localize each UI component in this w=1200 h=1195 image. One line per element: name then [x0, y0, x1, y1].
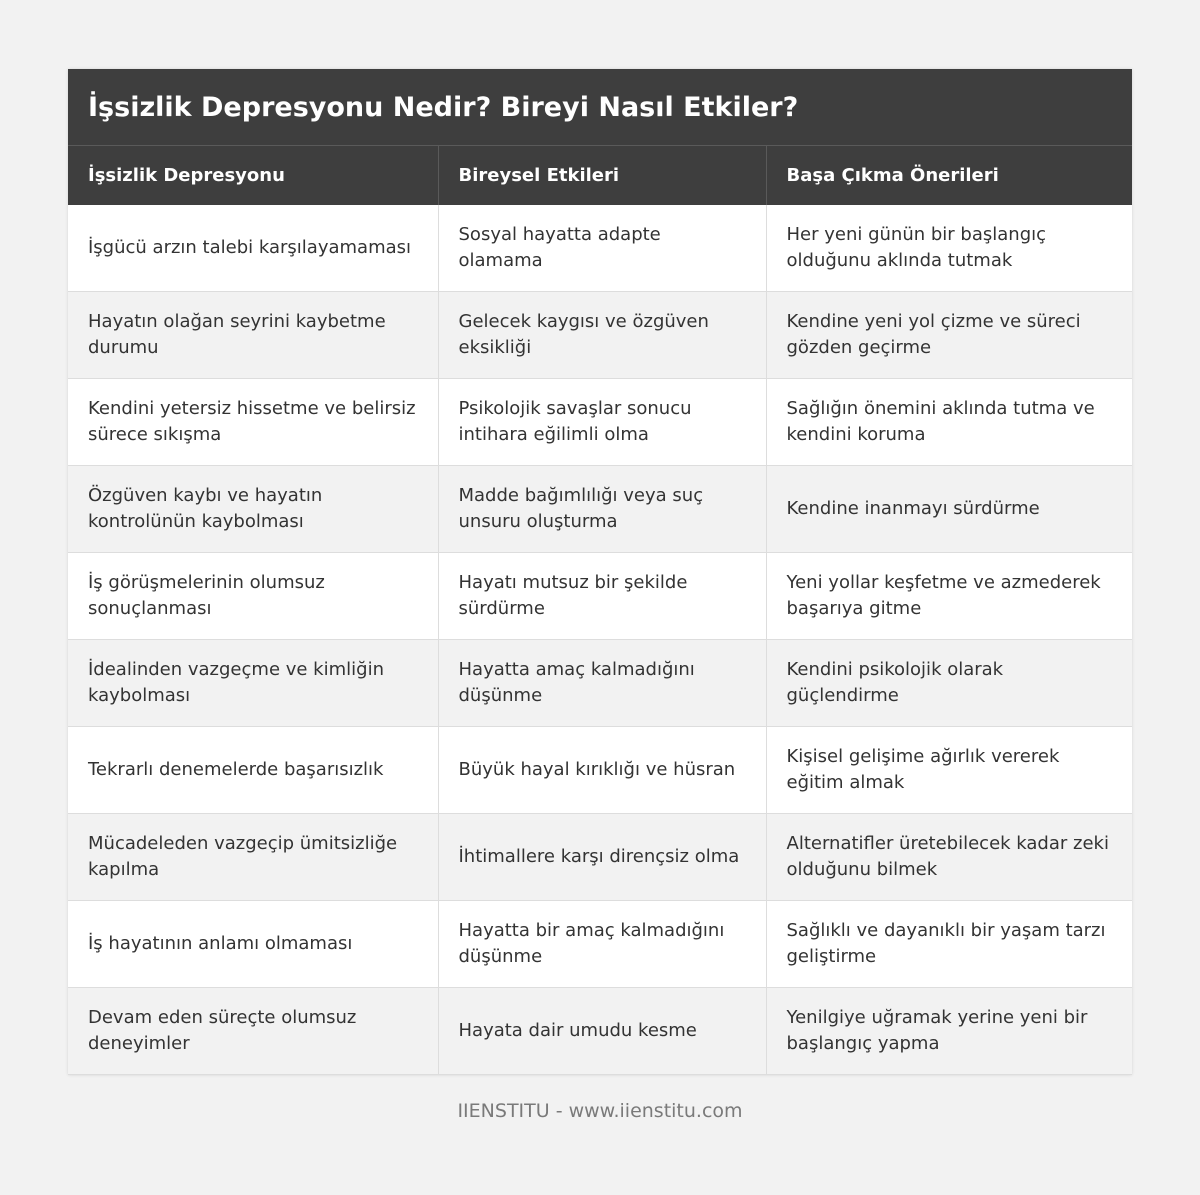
table-cell: Mücadeleden vazgeçip ümitsizliğe kapılma [68, 814, 438, 901]
table-cell: Psikolojik savaşlar sonucu intihara eğilimli olma [438, 379, 766, 466]
table-row [68, 727, 1132, 814]
data-table [68, 145, 1132, 1075]
table-cell: Devam eden süreçte olumsuz deneyimler [68, 988, 438, 1075]
table-cell: Her yeni günün bir başlangıç olduğunu aklında tutmak [766, 205, 1132, 292]
table-row [68, 988, 1132, 1075]
table-cell: Kendine yeni yol çizme ve süreci gözden geçirme [766, 292, 1132, 379]
table-row [68, 292, 1132, 379]
table-body [68, 205, 1132, 1075]
table-cell: Alternatifler üretebilecek kadar zeki olduğunu bilmek [766, 814, 1132, 901]
table-cell: İhtimallere karşı dirençsiz olma [438, 814, 766, 901]
table-cell: Yeni yollar keşfetme ve azmederek başarıya gitme [766, 553, 1132, 640]
column-header: İşsizlik Depresyonu [68, 146, 438, 205]
table-cell: Gelecek kaygısı ve özgüven eksikliği [438, 292, 766, 379]
table-title: İşsizlik Depresyonu Nedir? Bireyi Nasıl Etkiler? [68, 69, 1132, 145]
table-cell: İş hayatının anlamı olmaması [68, 901, 438, 988]
table-row [68, 640, 1132, 727]
table-cell: Kendini yetersiz hissetme ve belirsiz sürece sıkışma [68, 379, 438, 466]
table-row [68, 379, 1132, 466]
table-row [68, 901, 1132, 988]
table-row [68, 205, 1132, 292]
table-cell: Sağlıklı ve dayanıklı bir yaşam tarzı geliştirme [766, 901, 1132, 988]
table-row [68, 466, 1132, 553]
table-cell: Hayatta bir amaç kalmadığını düşünme [438, 901, 766, 988]
column-header: Başa Çıkma Önerileri [766, 146, 1132, 205]
table-row [68, 814, 1132, 901]
table-cell: Yenilgiye uğramak yerine yeni bir başlangıç yapma [766, 988, 1132, 1075]
table-cell: Sosyal hayatta adapte olamama [438, 205, 766, 292]
column-header: Bireysel Etkileri [438, 146, 766, 205]
table-cell: Hayata dair umudu kesme [438, 988, 766, 1075]
table-cell: Hayatta amaç kalmadığını düşünme [438, 640, 766, 727]
footer-credit: IIENSTITU - www.iienstitu.com [457, 1100, 743, 1122]
table-cell: Madde bağımlılığı veya suç unsuru oluşturma [438, 466, 766, 553]
table-cell: İş görüşmelerinin olumsuz sonuçlanması [68, 553, 438, 640]
table-cell: Hayatın olağan seyrini kaybetme durumu [68, 292, 438, 379]
table-cell: İşgücü arzın talebi karşılayamaması [68, 205, 438, 292]
table-cell: Hayatı mutsuz bir şekilde sürdürme [438, 553, 766, 640]
table-cell: Büyük hayal kırıklığı ve hüsran [438, 727, 766, 814]
table-cell: Kişisel gelişime ağırlık vererek eğitim almak [766, 727, 1132, 814]
table-cell: Sağlığın önemini aklında tutma ve kendini koruma [766, 379, 1132, 466]
table-cell: Kendine inanmayı sürdürme [766, 466, 1132, 553]
table-cell: Tekrarlı denemelerde başarısızlık [68, 727, 438, 814]
table-cell: Kendini psikolojik olarak güçlendirme [766, 640, 1132, 727]
table-card [68, 69, 1132, 1075]
table-row [68, 553, 1132, 640]
table-cell: Özgüven kaybı ve hayatın kontrolünün kaybolması [68, 466, 438, 553]
table-cell: İdealinden vazgeçme ve kimliğin kaybolması [68, 640, 438, 727]
table-header [68, 146, 1132, 205]
header-row [68, 146, 1132, 205]
